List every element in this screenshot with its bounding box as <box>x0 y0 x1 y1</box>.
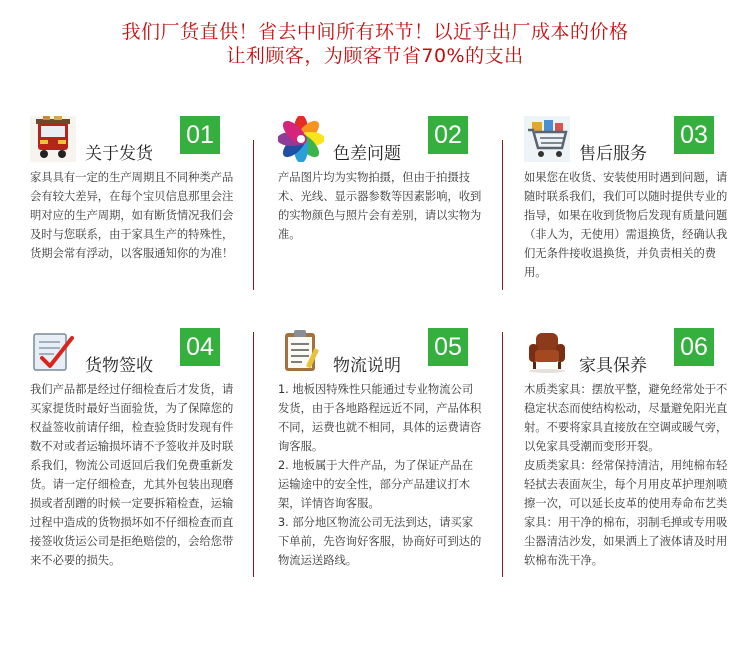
color-palette-icon <box>278 116 324 162</box>
column-divider <box>253 140 254 290</box>
card-paragraph: 家具具有一定的生产周期且不同种类产品会有较大差异，在每个宝贝信息那里会注明对应的生产周期，如有断货情况我们会及时与您联系，由于家具生产的特殊性，货期会常有浮动，以客服通知你的为准！ <box>30 171 234 260</box>
card-paragraph: 如果您在收货、安装使用时遇到问题，请随时联系我们，我们可以随时提供专业的指导，如果在收到货物后发现有质量问题（非人为，无使用）需退换货，经确认我们无条件接收退换货，并负责相关的费用。 <box>524 171 728 279</box>
checklist-icon <box>30 328 76 374</box>
headline-line-2: 让利顾客，为顾客节省70%的支出 <box>226 45 524 67</box>
card-number-badge: 06 <box>674 328 714 366</box>
card-body <box>524 380 729 570</box>
column-divider <box>502 140 503 290</box>
card-paragraph: 2. 地板属于大件产品，为了保证产品在运输途中的安全性，部分产品建议打木架，详情咨询客服。 <box>278 459 474 510</box>
card-paragraph: 1. 地板因特殊性只能通过专业物流公司发货，由于各地路程远近不同，产品体积不同，运费也就不相同，具体的运费请咨询客服。 <box>278 383 482 453</box>
card-title: 家具保养 <box>579 356 647 376</box>
card-paragraph: 产品图片均为实物拍摄，但由于拍摄技术、光线、显示器参数等因素影响，收到的实物颜色与照片会有差别，请以实物为准。 <box>278 171 482 241</box>
shopping-cart-icon <box>524 116 570 162</box>
column-divider <box>502 332 503 577</box>
card-body <box>30 168 235 263</box>
card-paragraph: 皮质类家具：经常保持清洁，用纯棉布轻轻拭去表面灰尘，每个月用皮革护理剂喷擦一次，可以延长皮革的使用寿命布艺类家具：用干净的棉布，羽制毛掸或专用吸尘器清洁沙发，如果洒上了液体请及时用软棉布洗干净。 <box>524 459 728 567</box>
card-paragraph: 我们产品都是经过仔细检查后才发货，请买家提货时最好当面验货，为了保障您的权益签收前请仔细，检查验货时发现有件数不对或者运输损坏请不予签收并及时联系我们，物流公司返回后我们免费重新发货。请一定仔细检查，尤其外包装出现磨损或者刮蹭的时候一定要拆箱检查，运输过程中造成的货物损坏如不仔细检查而直接签收货运公司是拒绝赔偿的，会给您带来不必要的损失。 <box>30 383 234 567</box>
card-number-badge: 05 <box>428 328 468 366</box>
card-title: 色差问题 <box>333 144 401 164</box>
card-title: 物流说明 <box>333 356 401 376</box>
card-title: 货物签收 <box>85 356 153 376</box>
card-number-badge: 03 <box>674 116 714 154</box>
card-body <box>278 380 483 570</box>
card-title: 关于发货 <box>85 144 153 164</box>
card-paragraph: 3. 部分地区物流公司无法到达，请买家下单前，先咨询好客服，协商好可到达的物流运送路线。 <box>278 516 482 567</box>
column-divider <box>253 332 254 577</box>
card-body <box>30 380 235 570</box>
delivery-truck-icon <box>30 116 76 162</box>
armchair-icon <box>524 328 570 374</box>
clipboard-icon <box>278 328 324 374</box>
card-number-badge: 02 <box>428 116 468 154</box>
card-paragraph: 木质类家具：摆放平整，避免经常处于不稳定状态而使结构松动，尽量避免阳光直射。不要将家具直接放在空调或暖气旁，以免家具受潮而变形开裂。 <box>524 383 728 453</box>
card-number-badge: 04 <box>180 328 220 366</box>
card-number-badge: 01 <box>180 116 220 154</box>
card-body <box>278 168 483 244</box>
card-body <box>524 168 729 282</box>
card-title: 售后服务 <box>579 144 647 164</box>
headline-line-1: 我们厂货直供！省去中间所有环节！以近乎出厂成本的价格 <box>121 21 629 43</box>
